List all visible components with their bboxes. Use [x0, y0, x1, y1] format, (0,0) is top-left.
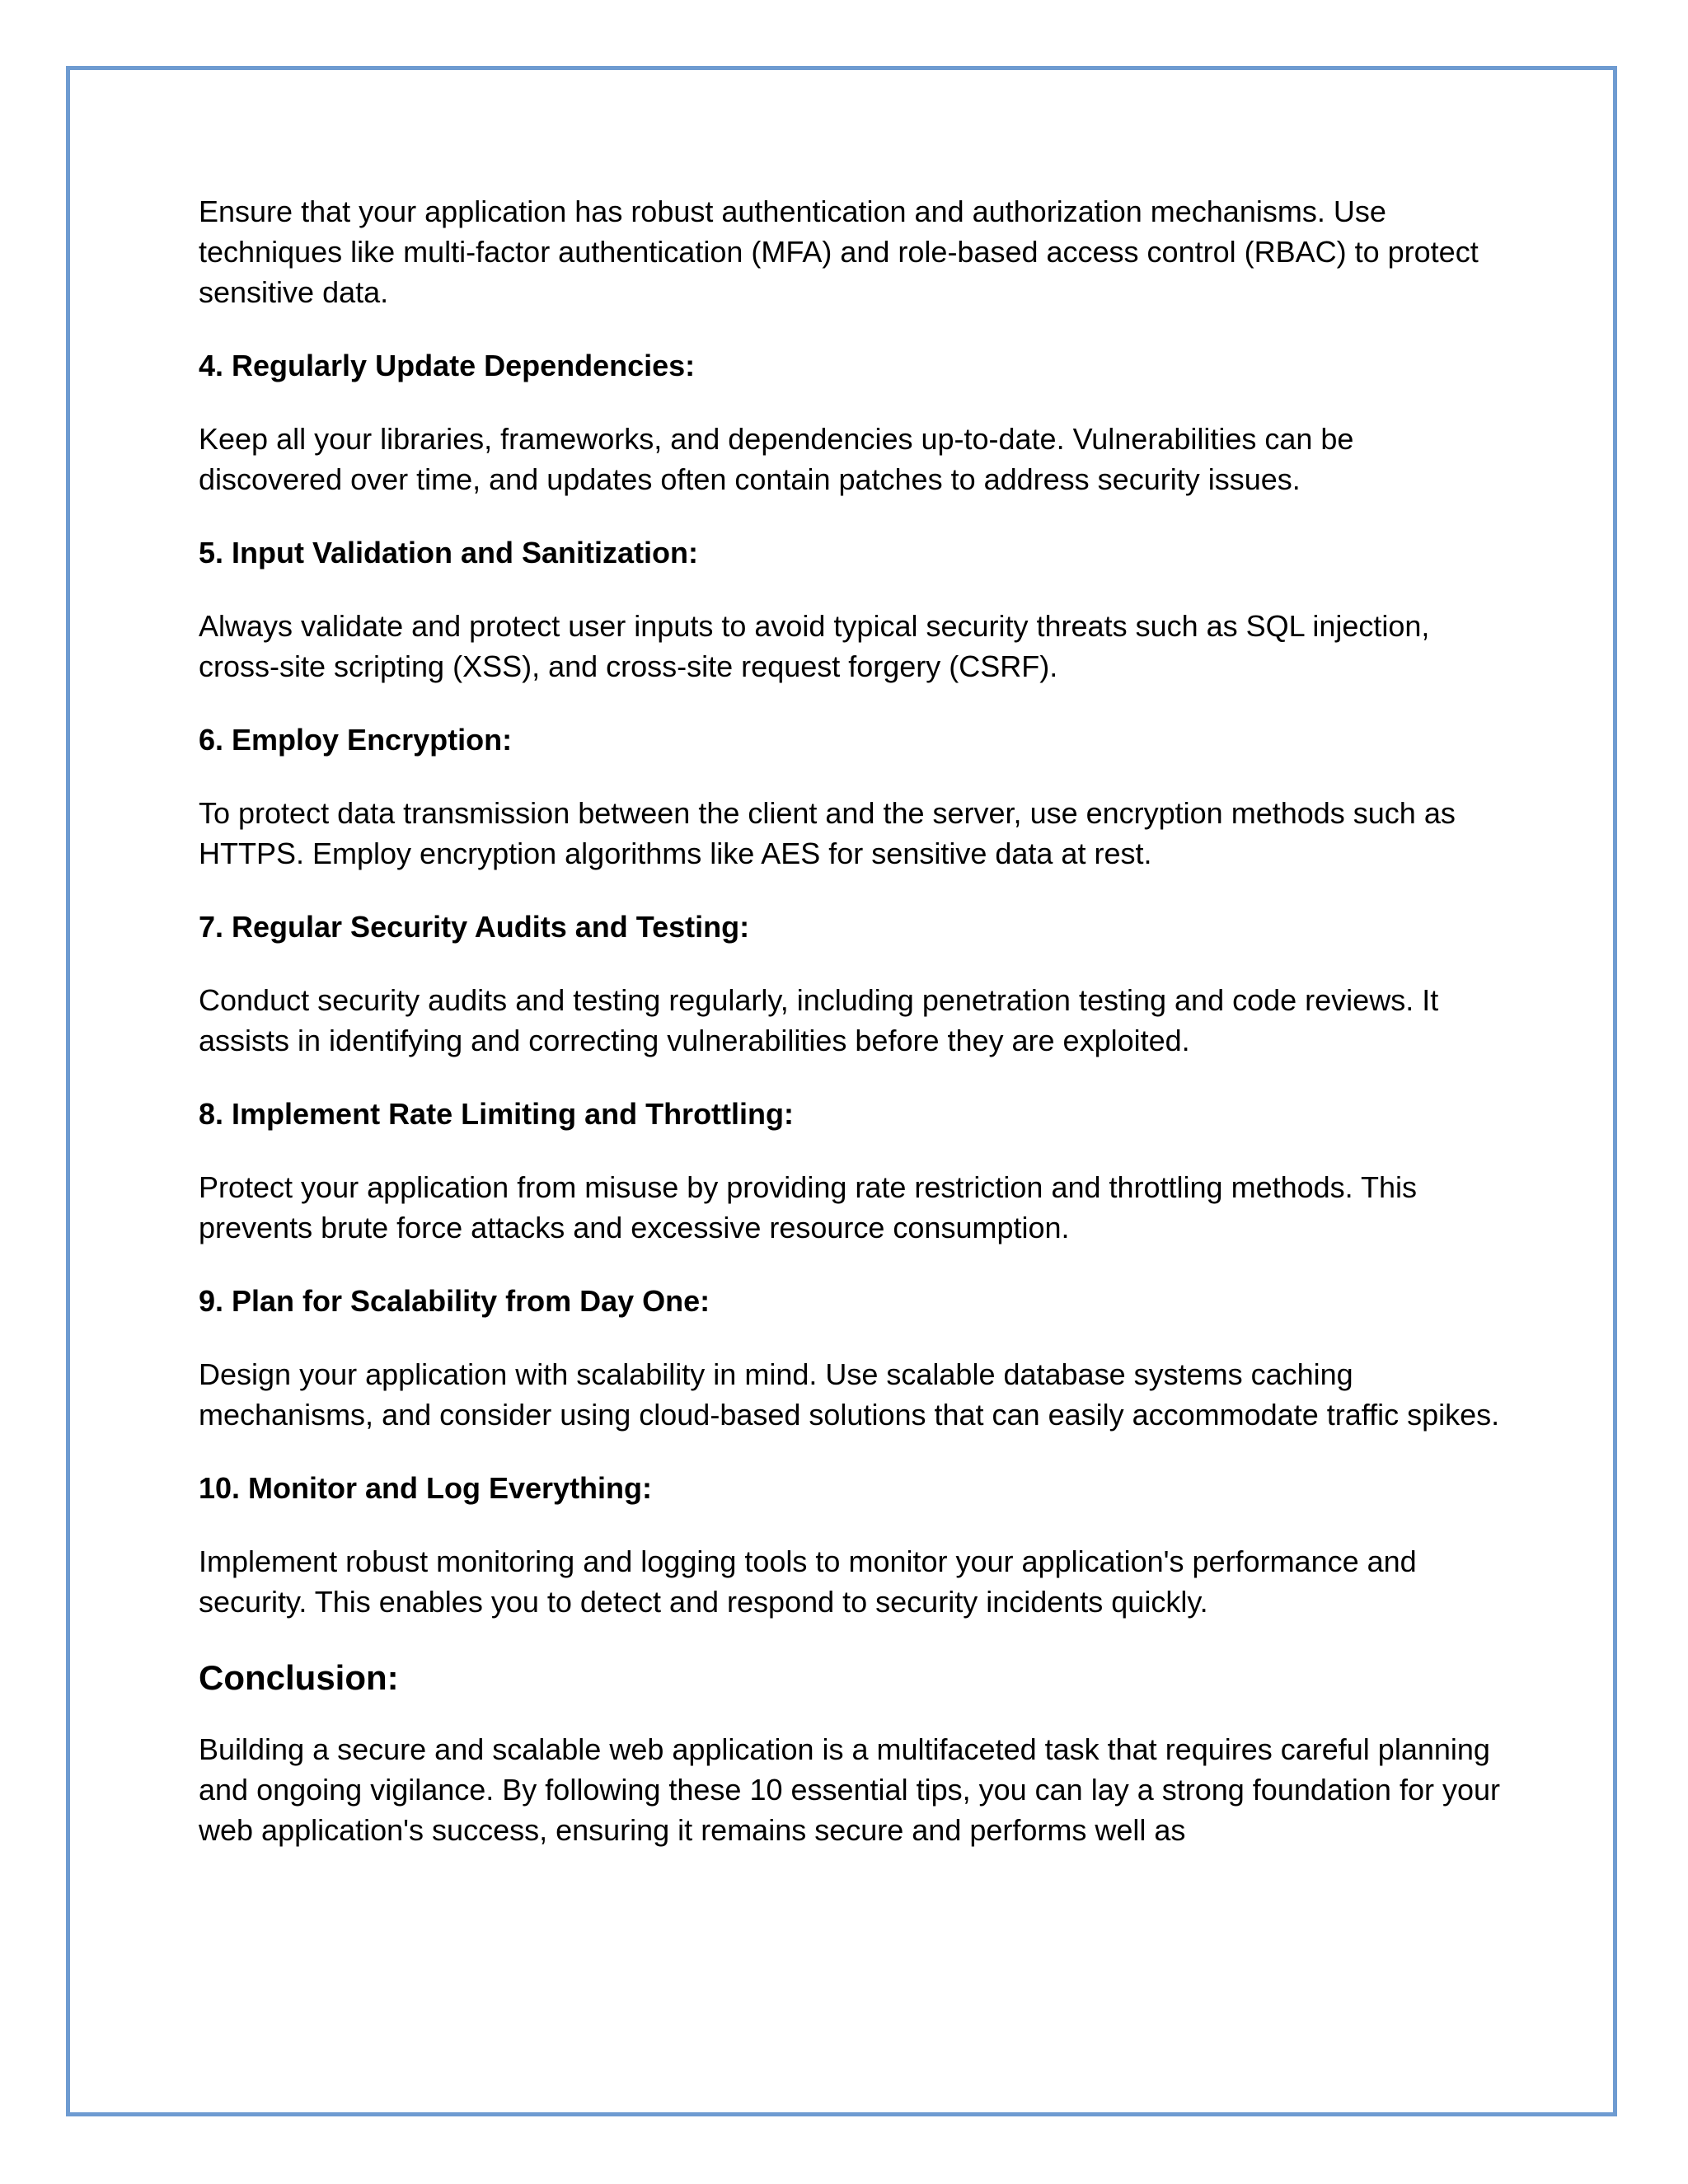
section-heading-7: 7. Regular Security Audits and Testing:: [199, 910, 750, 944]
conclusion-paragraph: Building a secure and scalable web application is a multifaceted task that requires careful planning and ongoing vigilance. By following these 10 essential tips, you can lay a strong foundation for your web application's success, ensuring it remains secure and performs well as: [199, 1732, 1500, 1847]
section-body-4: Keep all your libraries, frameworks, and dependencies up-to-date. Vulnerabilities can be discovered over time, and updates often contain patches to address security issues.: [199, 422, 1354, 496]
section-body-6: To protect data transmission between the client and the server, use encryption methods such as HTTPS. Employ encryption algorithms like AES for sensitive data at rest.: [199, 796, 1456, 870]
section-heading-6: 6. Employ Encryption:: [199, 723, 513, 757]
section-heading-8: 8. Implement Rate Limiting and Throttling:: [199, 1097, 795, 1131]
section-body-7: Conduct security audits and testing regularly, including penetration testing and code reviews. It assists in identifying and correcting vulnerabilities before they are exploited.: [199, 983, 1439, 1057]
document-body: [199, 191, 1501, 1883]
conclusion-heading: Conclusion:: [199, 1658, 399, 1697]
section-heading-4: 4. Regularly Update Dependencies:: [199, 349, 696, 382]
section-heading-10: 10. Monitor and Log Everything:: [199, 1471, 653, 1505]
section-body-9: Design your application with scalability in mind. Use scalable database systems caching mechanisms, and consider using cloud-based solutions that can easily accommodate traffic spikes.: [199, 1357, 1500, 1432]
intro-paragraph: Ensure that your application has robust authentication and authorization mechanisms. Use techniques like multi-factor authentication (MFA) and role-based access control (RBAC) to protect sensitive data.: [199, 194, 1479, 309]
section-heading-9: 9. Plan for Scalability from Day One:: [199, 1284, 710, 1318]
section-body-10: Implement robust monitoring and logging tools to monitor your application's performance and security. This enables you to detect and respond to security incidents quickly.: [199, 1544, 1417, 1619]
section-body-5: Always validate and protect user inputs to avoid typical security threats such as SQL injection, cross-site scripting (XSS), and cross-site request forgery (CSRF).: [199, 609, 1430, 683]
section-body-8: Protect your application from misuse by providing rate restriction and throttling methods. This prevents brute force attacks and excessive resource consumption.: [199, 1170, 1418, 1244]
section-heading-5: 5. Input Validation and Sanitization:: [199, 536, 699, 569]
